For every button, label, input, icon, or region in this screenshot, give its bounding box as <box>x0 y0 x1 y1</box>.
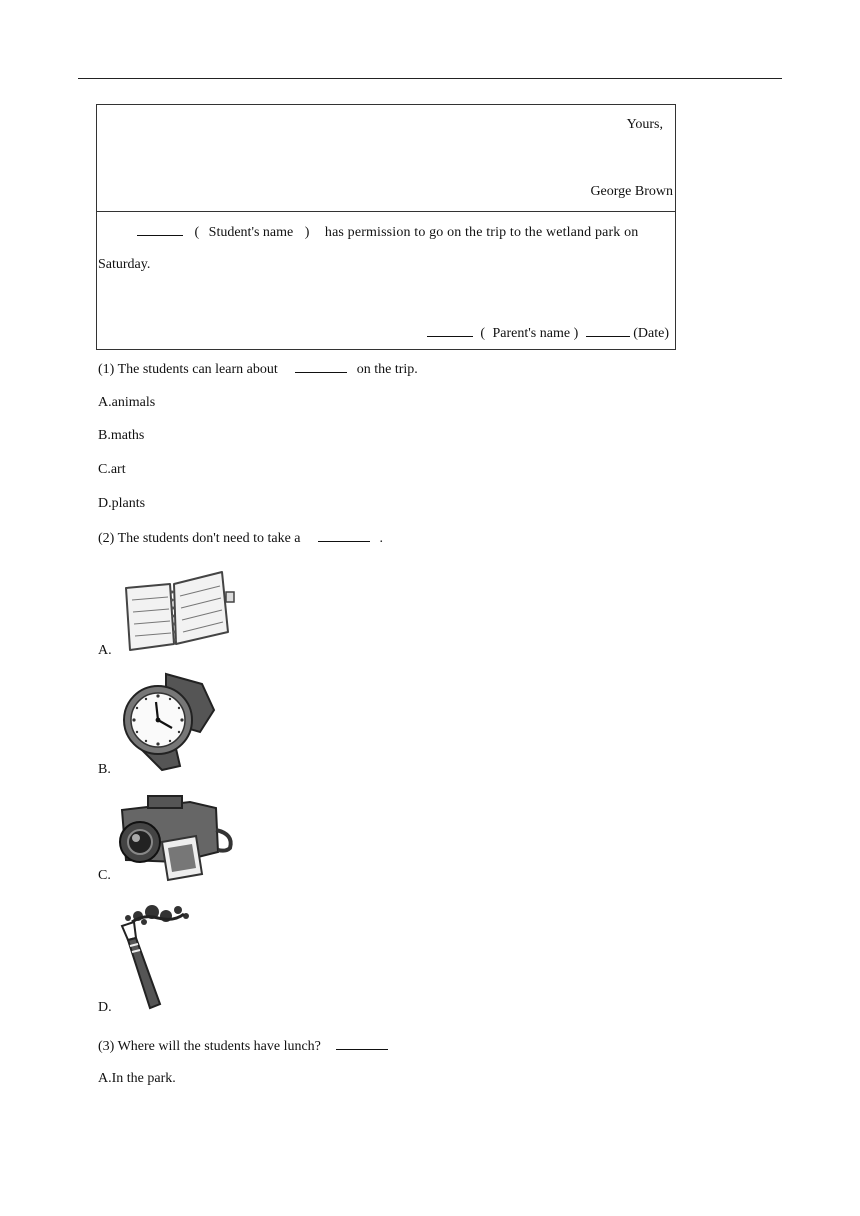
question-text: The students don't need to take a <box>117 531 301 546</box>
option-2c-label[interactable]: C. <box>98 868 111 883</box>
option-1d[interactable]: D.plants <box>98 496 146 511</box>
question-text: The students can learn about <box>117 362 278 377</box>
question-1 <box>98 360 418 378</box>
letter-closing-cell <box>97 105 675 212</box>
option-1a[interactable]: A.animals <box>98 395 156 410</box>
option-1c[interactable]: C.art <box>98 462 126 477</box>
option-2d-label[interactable]: D. <box>98 1000 112 1015</box>
student-name-placeholder: Student's name <box>208 225 294 240</box>
question-number: (3) <box>98 1039 115 1054</box>
letter-table <box>96 104 676 350</box>
option-2b-label[interactable]: B. <box>98 762 111 777</box>
letter-closing: Yours, <box>626 117 663 132</box>
paren-open: ( <box>480 326 485 341</box>
question-text: Where will the students have lunch? <box>117 1039 321 1054</box>
parent-name-blank[interactable] <box>427 324 473 337</box>
question-2 <box>98 529 383 547</box>
permission-text-continued: Saturday. <box>98 257 151 272</box>
question-text-after: . <box>379 531 383 546</box>
permission-line <box>137 223 638 241</box>
permission-text: has permission to go on the trip to the wetland park on <box>324 225 639 240</box>
camera-icon[interactable] <box>118 790 236 882</box>
date-blank[interactable] <box>586 324 630 337</box>
notebook-icon[interactable] <box>118 566 242 656</box>
answer-blank[interactable] <box>318 529 370 542</box>
student-name-blank[interactable] <box>137 223 183 236</box>
header-rule <box>78 78 782 79</box>
paren-close: ) <box>573 326 579 341</box>
pen-icon[interactable] <box>118 902 194 1014</box>
option-1b[interactable]: B.maths <box>98 428 145 443</box>
answer-blank[interactable] <box>336 1037 388 1050</box>
parent-name-placeholder: Parent's name <box>492 326 571 341</box>
date-label: (Date) <box>633 326 669 341</box>
letter-signature: George Brown <box>590 184 673 199</box>
watch-icon[interactable] <box>118 670 218 776</box>
question-3 <box>98 1037 388 1055</box>
option-3a[interactable]: A.In the park. <box>98 1071 176 1086</box>
option-2a-label[interactable]: A. <box>98 643 112 658</box>
question-number: (1) <box>98 362 115 377</box>
paren-open: ( <box>194 225 200 240</box>
question-number: (2) <box>98 531 115 546</box>
paren-close: ) <box>304 225 310 240</box>
question-text-after: on the trip. <box>356 362 418 377</box>
parent-signature-line <box>427 324 669 342</box>
answer-blank[interactable] <box>295 360 347 373</box>
